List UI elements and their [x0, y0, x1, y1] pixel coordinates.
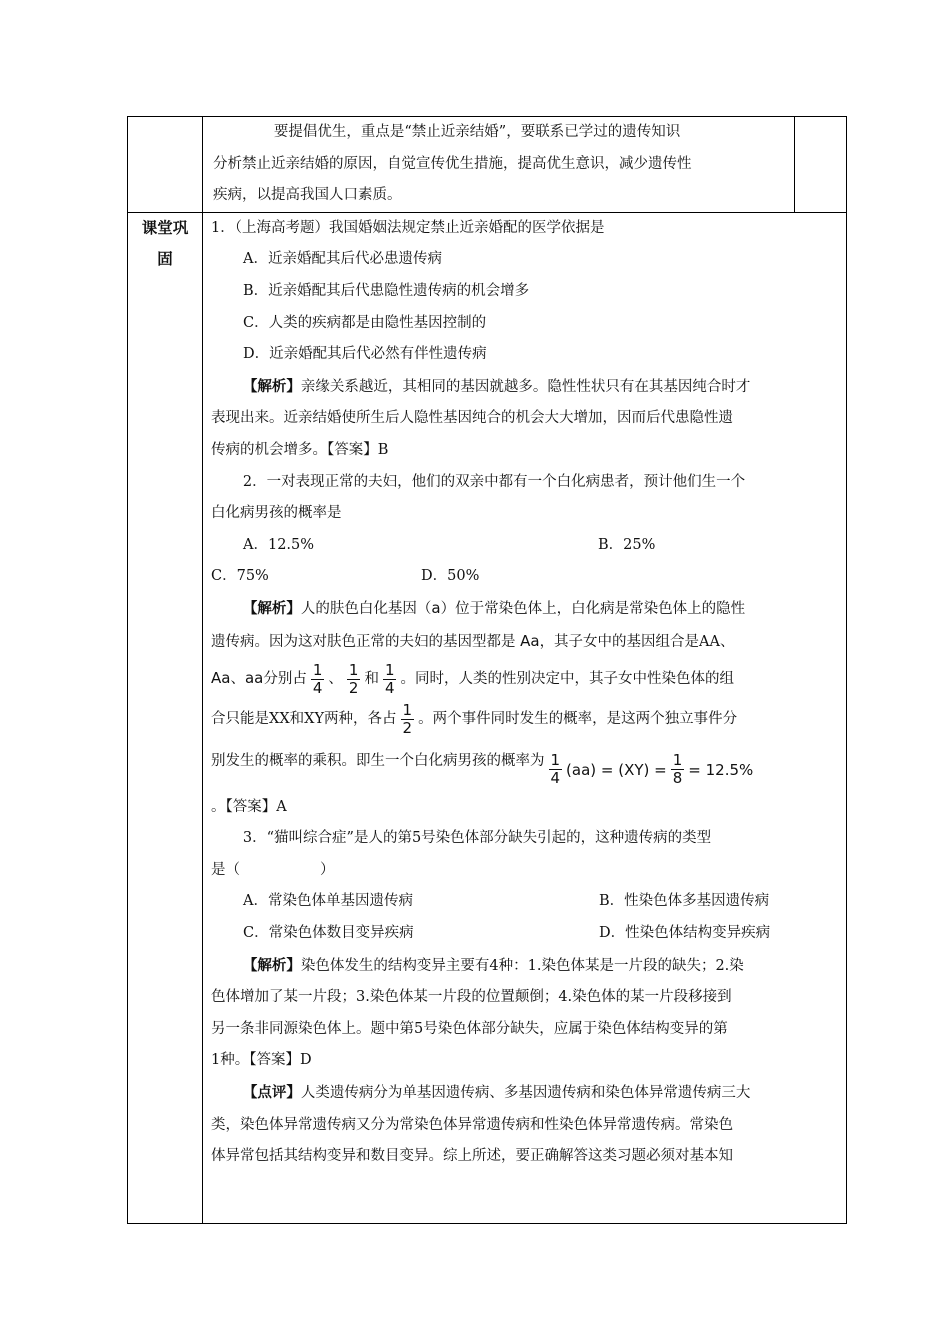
- fraction: [671, 752, 685, 787]
- fraction-numerator: 1: [672, 751, 683, 770]
- analysis-text: 和: [364, 671, 379, 688]
- comment-tag: 【点评】: [242, 1083, 301, 1101]
- answer-text: 【答案】B: [327, 441, 389, 458]
- analysis-text: 染色体发生的结构变异主要有4种：1.染色体某是一片段的缺失；2.染: [300, 957, 744, 974]
- question-text: 是（: [211, 861, 240, 878]
- gene-symbol: Aa: [211, 669, 231, 688]
- fraction: [401, 702, 415, 737]
- comment-text: 体异常包括其结构变异和数目变异。综上所述，要正确解答这类习题必须对基本知: [211, 1148, 733, 1165]
- option-d: D．性染色体结构变异疾病: [599, 924, 771, 941]
- analysis-text: 遗传病。因为这对肤色正常的夫妇的基因型都是: [211, 633, 516, 650]
- gene-symbol: a: [431, 598, 441, 617]
- answer-text: 。【答案】A: [211, 798, 287, 815]
- question-3-stem: 3．“猫叫综合症”是人的第5号染色体部分缺失引起的，这种遗传病的类型: [242, 830, 712, 847]
- option-c: C．常染色体数目变异疾病: [243, 924, 414, 941]
- right-cell-empty: [795, 117, 847, 213]
- summary-line: 要提倡优生，重点是“禁止近亲结婚”，要联系已学过的遗传知识: [273, 124, 681, 140]
- question-1-stem: 1．（上海高考题）我国婚姻法规定禁止近亲婚配的医学依据是: [211, 219, 605, 236]
- options-row: [211, 530, 838, 562]
- option-c: C．75%: [211, 568, 269, 585]
- equation-result: = 12.5%: [688, 760, 754, 779]
- analysis-text: 别发生的概率的乘积。即生一个白化病男孩的概率为: [211, 753, 545, 770]
- analysis-text: 。两个事件同时发生的概率，是这两个独立事件分: [418, 711, 738, 728]
- summary-line: 疾病，以提高我国人口素质。: [213, 187, 402, 204]
- fraction-denominator: 4: [550, 769, 561, 788]
- comment-paragraph: [211, 1077, 838, 1110]
- table-row-practice: [128, 212, 847, 1223]
- analysis-tag: 【解析】: [242, 956, 301, 974]
- lesson-table: [127, 116, 847, 1224]
- analysis-text: 合只能是XX和XY两种，各占: [211, 711, 397, 728]
- analysis-paragraph: [211, 699, 838, 739]
- fraction-numerator: 1: [312, 660, 323, 679]
- summary-line: 分析禁止近亲结婚的原因，自觉宣传优生措施，提高优生意识，减少遗传性: [213, 155, 692, 172]
- options-row: [211, 886, 838, 918]
- summary-cell: [203, 117, 795, 213]
- comment-text: 人类遗传病分为单基因遗传病、多基因遗传病和染色体异常遗传病三大: [300, 1084, 751, 1101]
- analysis-text: 色体增加了某一片段；3.染色体某一片段的位置颠倒；4.染色体的某一片段移接到: [211, 989, 732, 1006]
- options-row: [211, 918, 838, 950]
- analysis-text: 表现出来。近亲结婚使所生后人隐性基因纯合的机会大大增加，因而后代患隐性遗: [211, 410, 733, 427]
- option-a: A．近亲婚配其后代必患遗传病: [243, 251, 442, 268]
- practice-content: [203, 212, 847, 1223]
- option-c: C．人类的疾病都是由隐性基因控制的: [243, 314, 487, 331]
- separator: 、: [230, 671, 245, 688]
- analysis-paragraph: [211, 593, 838, 626]
- fraction: [347, 662, 361, 697]
- analysis-text: 分别占: [263, 671, 307, 688]
- option-a: A．12.5%: [243, 536, 315, 553]
- table-row-summary: [128, 117, 847, 213]
- fraction-denominator: 4: [312, 678, 323, 697]
- option-b: B．性染色体多基因遗传病: [599, 893, 770, 910]
- analysis-tag: 【解析】: [242, 599, 301, 617]
- analysis-text: 。同时，人类的性别决定中，其子女中性染色体的组: [400, 671, 734, 688]
- fraction-denominator: 4: [384, 678, 395, 697]
- analysis-text: 亲缘关系越近，其相同的基因就越多。隐性性状只有在其基因纯合时才: [300, 378, 751, 395]
- section-label-line: 课堂巩: [141, 218, 189, 237]
- analysis-text: 传病的机会增多。: [211, 441, 327, 458]
- section-label: [128, 212, 203, 1223]
- analysis-text: 人的肤色白化基因（: [300, 600, 432, 617]
- fraction-denominator: 8: [672, 769, 683, 788]
- question-3-stem: [211, 855, 838, 887]
- gene-symbol: Aa: [520, 631, 540, 650]
- question-2-stem: 白化病男孩的概率是: [211, 505, 342, 522]
- fraction: [383, 662, 397, 697]
- section-label-line: 固: [157, 249, 173, 268]
- analysis-text: 1种。【答案】D: [211, 1052, 312, 1069]
- analysis-paragraph: [211, 371, 838, 404]
- analysis-paragraph: [211, 626, 838, 659]
- fraction-numerator: 1: [348, 660, 359, 679]
- option-d: D．50%: [421, 568, 480, 585]
- options-row: [211, 561, 838, 593]
- analysis-paragraph: [211, 739, 838, 792]
- option-b: B．近亲婚配其后代患隐性遗传病的机会增多: [243, 282, 530, 299]
- option-b: B．25%: [598, 536, 656, 553]
- fraction-numerator: 1: [384, 660, 395, 679]
- fraction-denominator: 2: [348, 678, 359, 697]
- fraction-numerator: 1: [550, 751, 561, 770]
- probability-equation: [545, 748, 754, 792]
- fraction: [549, 752, 563, 787]
- comment-text: 类，染色体异常遗传病又分为常染色体异常遗传病和性染色体异常遗传病。常染色: [211, 1116, 733, 1133]
- gene-symbol: aa: [244, 669, 264, 688]
- label-cell-empty: [128, 117, 203, 213]
- analysis-tag: 【解析】: [242, 377, 301, 395]
- analysis-paragraph: [211, 435, 838, 467]
- analysis-paragraph: [211, 950, 838, 983]
- fraction: [311, 662, 325, 697]
- option-d: D．近亲婚配其后代必然有伴性遗传病: [243, 346, 487, 363]
- analysis-paragraph: [211, 658, 838, 699]
- equation-text: (aa) = (XY) =: [566, 760, 667, 779]
- analysis-text: ）位于常染色体上，白化病是常染色体上的隐性: [440, 600, 746, 617]
- fraction-denominator: 2: [402, 718, 413, 737]
- question-2-stem: 2．一对表现正常的夫妇，他们的双亲中都有一个白化病患者，预计他们生一个: [242, 473, 746, 490]
- analysis-text: 另一条非同源染色体上。题中第5号染色体部分缺失，应属于染色体结构变异的第: [211, 1020, 728, 1037]
- separator: 、: [328, 671, 343, 688]
- fraction-numerator: 1: [402, 700, 413, 719]
- option-a: A．常染色体单基因遗传病: [243, 893, 413, 910]
- question-text: ）: [320, 861, 335, 878]
- analysis-text: ，其子女中的基因组合是AA、: [539, 633, 735, 650]
